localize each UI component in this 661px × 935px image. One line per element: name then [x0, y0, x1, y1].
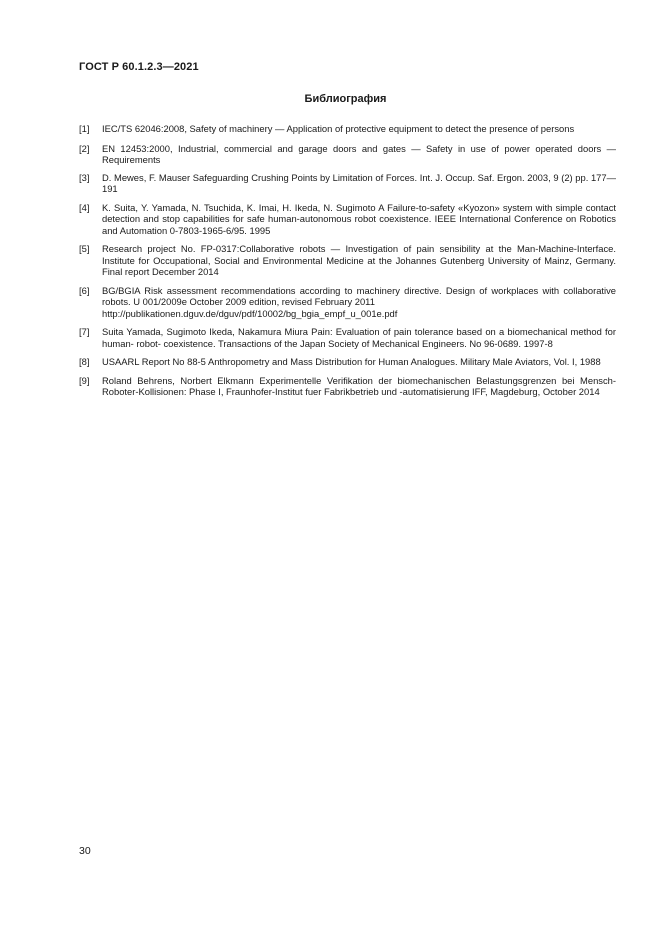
- entry-number: [7]: [79, 326, 90, 337]
- page-number: 30: [79, 845, 91, 857]
- bibliography-entry: [79, 326, 616, 349]
- entry-number: [6]: [79, 284, 90, 296]
- entry-text: Roland Behrens, Norbert Elkmann Experimentelle Verifikation der biomechanischen Belastungsgrenzen bei Mensch-Roboter-Kollisionen: Phase I, Fraunhofer-Institut fuer Fabrikbetrieb und -automatisierung IFF, Magdeburg, October 2014: [102, 374, 616, 397]
- entry-number: [5]: [79, 243, 90, 254]
- entry-text: Suita Yamada, Sugimoto Ikeda, Nakamura Miura Pain: Evaluation of pain tolerance based on a biomechanical method for human- robot- coexistence. Transactions of the Japan Society of Mechanical Engineers. No 96-0689. 1997-8: [102, 326, 616, 349]
- bibliography-entry: [79, 143, 616, 166]
- entry-text-block: [102, 285, 616, 320]
- entry-text: K. Suita, Y. Yamada, N. Tsuchida, K. Imai, H. Ikeda, N. Sugimoto A Failure-to-safety «Kyozon» system with simple contact detection and stop capabilities for safe human-autonomous robot coexistence. IEEE International Conference on Robotics and Automation 0-7803-1965-6/95. 1995: [102, 201, 616, 236]
- document-code: ГОСТ Р 60.1.2.3—2021: [79, 61, 199, 73]
- bibliography-entry: [79, 123, 616, 135]
- bibliography-entry: [79, 375, 616, 398]
- entry-number: [1]: [79, 123, 90, 134]
- entry-text: EN 12453:2000, Industrial, commercial and garage doors and gates — Safety in use of power operated doors — Requirements: [102, 142, 616, 165]
- section-title: Библиография: [304, 93, 387, 105]
- bibliography-entry: [79, 285, 616, 320]
- bibliography-entry: [79, 202, 616, 237]
- entry-text: USAARL Report No 88-5 Anthropometry and Mass Distribution for Human Analogues. Military Male Aviators, Vol. I, 1988: [102, 356, 601, 367]
- entry-number: [2]: [79, 142, 90, 154]
- entry-number: [3]: [79, 171, 90, 183]
- entry-text: D. Mewes, F. Mauser Safeguarding Crushing Points by Limitation of Forces. Int. J. Occup. Saf. Ergon. 2003, 9 (2) pp. 177—191: [102, 171, 616, 194]
- bibliography-list: [79, 123, 616, 398]
- bibliography-entry: [79, 356, 616, 368]
- bibliography-entry: [79, 172, 616, 195]
- entry-url-link[interactable]: http://publikationen.dguv.de/dguv/pdf/10002/bg_bgia_empf_u_001e.pdf: [102, 307, 398, 319]
- bibliography-entry: [79, 243, 616, 278]
- entry-text: IEC/TS 62046:2008, Safety of machinery — Application of protective equipment to detect the presence of persons: [102, 123, 575, 134]
- entry-text: Research project No. FP-0317:Collaborative robots — Investigation of pain sensibility at the Man-Machine-Interface. Institute for Occupational, Social and Environmental Medicine at the Johannes Gutenberg University of Mainz, Germany. Final report December 2014: [102, 243, 616, 277]
- entry-number: [9]: [79, 374, 90, 386]
- entry-text: BG/BGIA Risk assessment recommendations according to machinery directive. Design of workplaces with collaborative robots. U 001/2009e October 2009 edition, revised February 2011: [102, 284, 616, 307]
- entry-number: [4]: [79, 201, 90, 213]
- entry-number: [8]: [79, 356, 90, 367]
